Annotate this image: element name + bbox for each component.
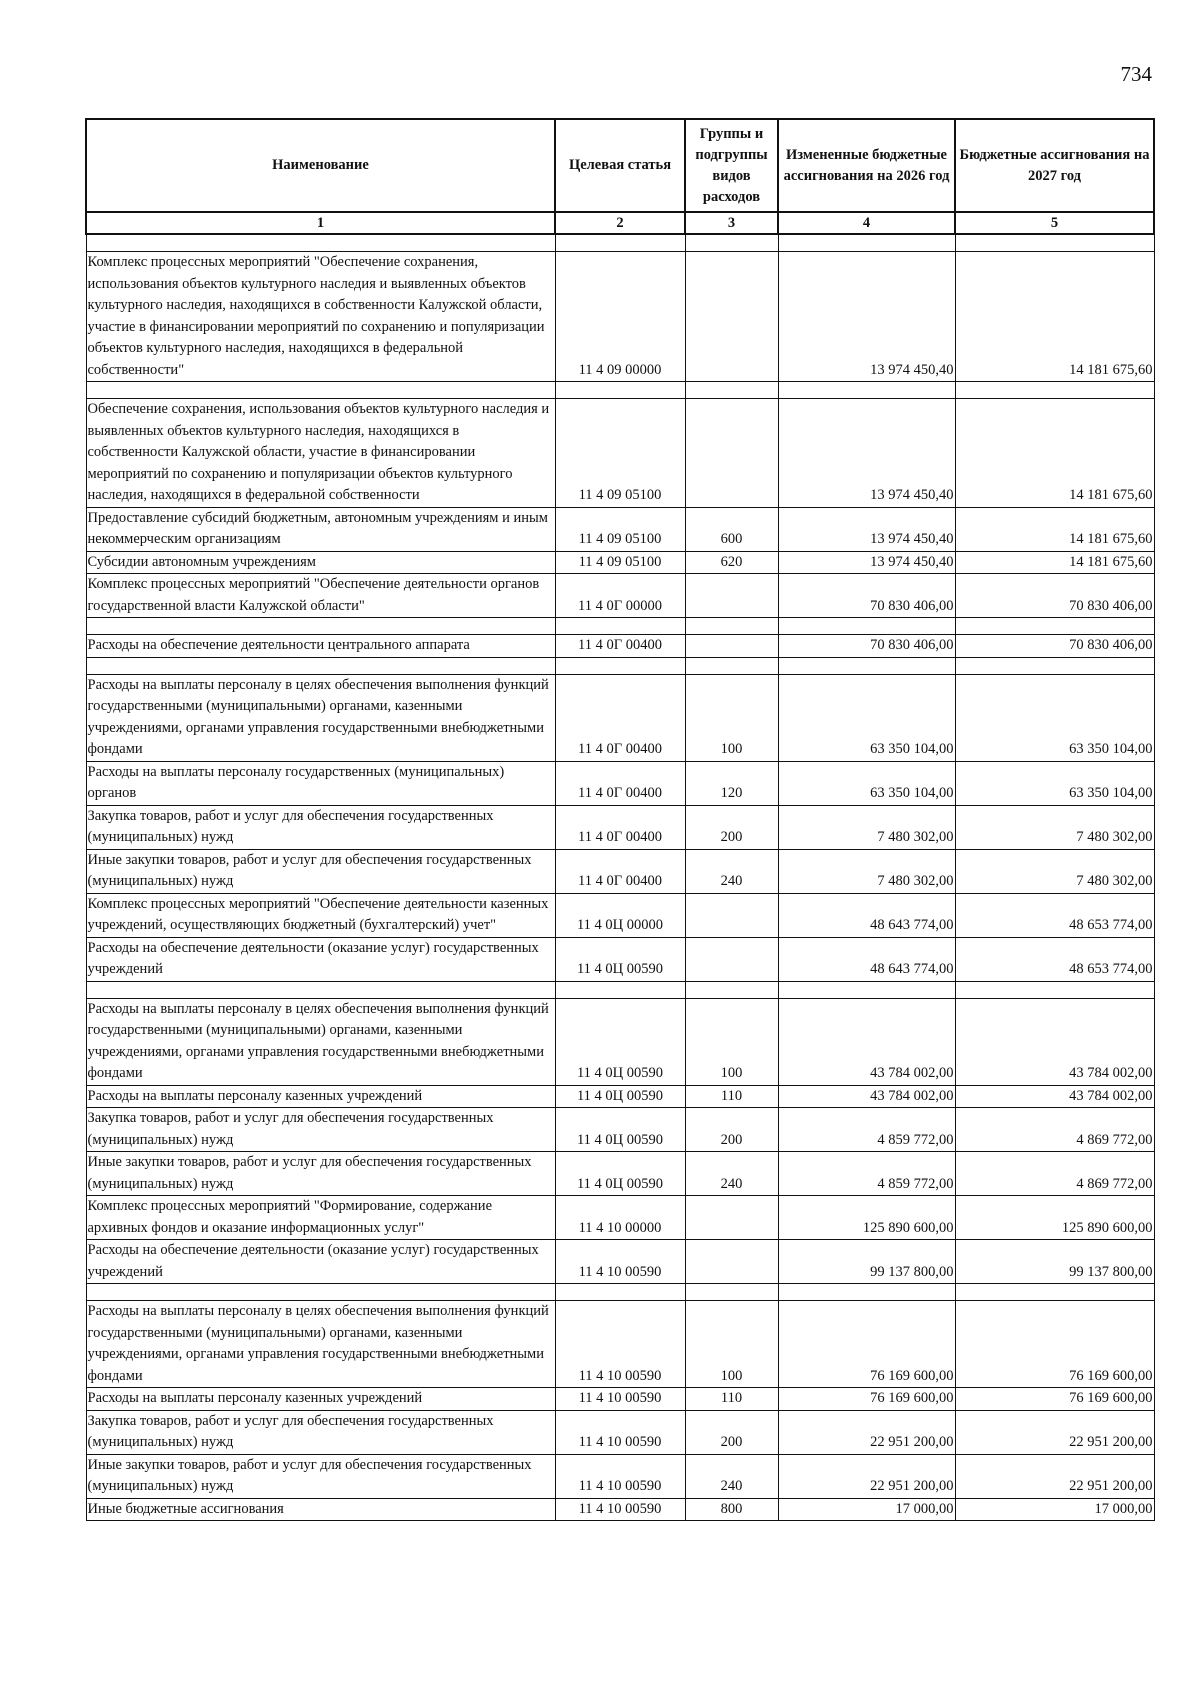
row-name-cell: Иные закупки товаров, работ и услуг для обеспечения государственных (муниципальных) нужд: [86, 1454, 555, 1498]
spacer-cell: [955, 234, 1154, 252]
spacer-cell: [685, 234, 778, 252]
row-target-article-cell: 11 4 09 05100: [555, 507, 685, 551]
table-row: [86, 849, 1154, 893]
spacer-cell: [778, 981, 955, 998]
header-row: [86, 119, 1154, 212]
row-amount-2026-cell: 7 480 302,00: [778, 805, 955, 849]
row-amount-2027-cell: 14 181 675,60: [955, 399, 1154, 508]
spacer-cell: [86, 618, 555, 635]
spacer-cell: [86, 657, 555, 674]
row-name-cell: Закупка товаров, работ и услуг для обеспечения государственных (муниципальных) нужд: [86, 1410, 555, 1454]
row-expense-group-cell: [685, 252, 778, 382]
spacer-cell: [555, 382, 685, 399]
table-row: [86, 1152, 1154, 1196]
row-amount-2026-cell: 48 643 774,00: [778, 937, 955, 981]
row-name-cell: Комплекс процессных мероприятий "Обеспечение деятельности органов государственной власти Калужской области": [86, 574, 555, 618]
row-target-article-cell: 11 4 0Г 00400: [555, 635, 685, 658]
row-target-article-cell: 11 4 0Ц 00590: [555, 998, 685, 1085]
spacer-cell: [955, 981, 1154, 998]
spacer-row: [86, 234, 1154, 252]
table-row: [86, 1301, 1154, 1388]
spacer-cell: [86, 382, 555, 399]
table-row: [86, 1196, 1154, 1240]
spacer-row: [86, 618, 1154, 635]
table-row: [86, 937, 1154, 981]
spacer-cell: [86, 234, 555, 252]
row-expense-group-cell: [685, 937, 778, 981]
header-expense-groups: Группы и подгруппы видов расходов: [685, 119, 778, 212]
row-amount-2027-cell: 48 653 774,00: [955, 893, 1154, 937]
spacer-cell: [86, 1284, 555, 1301]
row-amount-2027-cell: 99 137 800,00: [955, 1240, 1154, 1284]
column-numbers-row: [86, 212, 1154, 234]
row-expense-group-cell: 100: [685, 998, 778, 1085]
row-target-article-cell: 11 4 0Ц 00590: [555, 1152, 685, 1196]
row-expense-group-cell: [685, 635, 778, 658]
spacer-cell: [955, 618, 1154, 635]
row-target-article-cell: 11 4 0Ц 00000: [555, 893, 685, 937]
table-row: [86, 507, 1154, 551]
table-row: [86, 761, 1154, 805]
table-row: [86, 1240, 1154, 1284]
row-amount-2026-cell: 48 643 774,00: [778, 893, 955, 937]
spacer-cell: [555, 234, 685, 252]
row-expense-group-cell: 200: [685, 1108, 778, 1152]
spacer-row: [86, 382, 1154, 399]
table-row: [86, 998, 1154, 1085]
table-row: [86, 893, 1154, 937]
row-target-article-cell: 11 4 0Г 00000: [555, 574, 685, 618]
row-amount-2026-cell: 70 830 406,00: [778, 635, 955, 658]
row-amount-2026-cell: 43 784 002,00: [778, 1085, 955, 1108]
row-expense-group-cell: 240: [685, 849, 778, 893]
row-target-article-cell: 11 4 10 00590: [555, 1301, 685, 1388]
row-amount-2026-cell: 13 974 450,40: [778, 507, 955, 551]
table-row: [86, 399, 1154, 508]
row-target-article-cell: 11 4 0Г 00400: [555, 674, 685, 761]
row-amount-2026-cell: 17 000,00: [778, 1498, 955, 1521]
row-target-article-cell: 11 4 0Г 00400: [555, 849, 685, 893]
spacer-cell: [955, 1284, 1154, 1301]
row-amount-2027-cell: 7 480 302,00: [955, 849, 1154, 893]
row-amount-2027-cell: 76 169 600,00: [955, 1301, 1154, 1388]
row-amount-2027-cell: 125 890 600,00: [955, 1196, 1154, 1240]
table-row: [86, 1410, 1154, 1454]
row-name-cell: Иные бюджетные ассигнования: [86, 1498, 555, 1521]
row-amount-2027-cell: 48 653 774,00: [955, 937, 1154, 981]
spacer-cell: [685, 382, 778, 399]
column-number: 5: [955, 212, 1154, 234]
column-number: 3: [685, 212, 778, 234]
row-amount-2027-cell: 14 181 675,60: [955, 252, 1154, 382]
row-expense-group-cell: [685, 1196, 778, 1240]
row-amount-2026-cell: 22 951 200,00: [778, 1410, 955, 1454]
header-amount-2027: Бюджетные ассигнования на 2027 год: [955, 119, 1154, 212]
row-amount-2026-cell: 43 784 002,00: [778, 998, 955, 1085]
page-number: 734: [1120, 62, 1152, 86]
row-name-cell: Расходы на обеспечение деятельности (оказание услуг) государственных учреждений: [86, 937, 555, 981]
row-expense-group-cell: 100: [685, 674, 778, 761]
row-amount-2027-cell: 17 000,00: [955, 1498, 1154, 1521]
row-target-article-cell: 11 4 0Ц 00590: [555, 1085, 685, 1108]
row-expense-group-cell: [685, 893, 778, 937]
spacer-cell: [778, 618, 955, 635]
row-amount-2027-cell: 22 951 200,00: [955, 1410, 1154, 1454]
table-row: [86, 674, 1154, 761]
row-expense-group-cell: 100: [685, 1301, 778, 1388]
row-amount-2027-cell: 43 784 002,00: [955, 998, 1154, 1085]
spacer-cell: [778, 1284, 955, 1301]
column-number: 1: [86, 212, 555, 234]
row-amount-2027-cell: 22 951 200,00: [955, 1454, 1154, 1498]
row-expense-group-cell: 240: [685, 1454, 778, 1498]
row-expense-group-cell: 110: [685, 1085, 778, 1108]
row-name-cell: Расходы на выплаты персоналу в целях обеспечения выполнения функций государственными (муниципальными) органами, казенными учреждениями, органами управления государственными внебюджетными фондами: [86, 1301, 555, 1388]
row-name-cell: Комплекс процессных мероприятий "Формирование, содержание архивных фондов и оказание информационных услуг": [86, 1196, 555, 1240]
row-target-article-cell: 11 4 10 00590: [555, 1388, 685, 1411]
row-amount-2027-cell: 63 350 104,00: [955, 674, 1154, 761]
row-name-cell: Расходы на выплаты персоналу в целях обеспечения выполнения функций государственными (муниципальными) органами, казенными учреждениями, органами управления государственными внебюджетными фондами: [86, 674, 555, 761]
row-amount-2027-cell: 76 169 600,00: [955, 1388, 1154, 1411]
row-target-article-cell: 11 4 10 00590: [555, 1498, 685, 1521]
row-expense-group-cell: 110: [685, 1388, 778, 1411]
row-target-article-cell: 11 4 0Г 00400: [555, 805, 685, 849]
column-number: 2: [555, 212, 685, 234]
row-amount-2027-cell: 4 869 772,00: [955, 1152, 1154, 1196]
spacer-cell: [86, 981, 555, 998]
row-amount-2026-cell: 76 169 600,00: [778, 1301, 955, 1388]
row-target-article-cell: 11 4 10 00590: [555, 1454, 685, 1498]
spacer-cell: [685, 657, 778, 674]
row-name-cell: Субсидии автономным учреждениям: [86, 551, 555, 574]
spacer-cell: [555, 618, 685, 635]
table-row: [86, 551, 1154, 574]
row-expense-group-cell: 800: [685, 1498, 778, 1521]
row-name-cell: Закупка товаров, работ и услуг для обеспечения государственных (муниципальных) нужд: [86, 805, 555, 849]
row-expense-group-cell: 620: [685, 551, 778, 574]
table-body: [86, 234, 1154, 1521]
row-amount-2026-cell: 76 169 600,00: [778, 1388, 955, 1411]
spacer-cell: [555, 657, 685, 674]
row-expense-group-cell: [685, 574, 778, 618]
row-target-article-cell: 11 4 10 00590: [555, 1410, 685, 1454]
table-row: [86, 574, 1154, 618]
row-target-article-cell: 11 4 09 00000: [555, 252, 685, 382]
row-expense-group-cell: 120: [685, 761, 778, 805]
row-expense-group-cell: 200: [685, 1410, 778, 1454]
table-row: [86, 252, 1154, 382]
row-name-cell: Расходы на обеспечение деятельности центрального аппарата: [86, 635, 555, 658]
spacer-cell: [778, 234, 955, 252]
row-name-cell: Расходы на обеспечение деятельности (оказание услуг) государственных учреждений: [86, 1240, 555, 1284]
spacer-cell: [955, 382, 1154, 399]
table-row: [86, 805, 1154, 849]
row-amount-2027-cell: 7 480 302,00: [955, 805, 1154, 849]
row-amount-2027-cell: 63 350 104,00: [955, 761, 1154, 805]
row-amount-2026-cell: 7 480 302,00: [778, 849, 955, 893]
spacer-row: [86, 657, 1154, 674]
table-row: [86, 635, 1154, 658]
row-amount-2027-cell: 4 869 772,00: [955, 1108, 1154, 1152]
row-amount-2027-cell: 14 181 675,60: [955, 551, 1154, 574]
row-expense-group-cell: [685, 1240, 778, 1284]
header-amount-2026: Измененные бюджетные ассигнования на 2026 год: [778, 119, 955, 212]
table-row: [86, 1085, 1154, 1108]
row-name-cell: Обеспечение сохранения, использования объектов культурного наследия и выявленных объектов культурного наследия, находящихся в собственности Калужской области, участие в финансировании мероприятий по сохранению и популяризации объектов культурного наследия, находящихся в федеральной собственности: [86, 399, 555, 508]
spacer-row: [86, 981, 1154, 998]
spacer-cell: [555, 981, 685, 998]
row-amount-2027-cell: 70 830 406,00: [955, 574, 1154, 618]
row-name-cell: Расходы на выплаты персоналу казенных учреждений: [86, 1388, 555, 1411]
row-target-article-cell: 11 4 0Г 00400: [555, 761, 685, 805]
row-name-cell: Предоставление субсидий бюджетным, автономным учреждениям и иным некоммерческим организациям: [86, 507, 555, 551]
spacer-cell: [955, 657, 1154, 674]
row-name-cell: Комплекс процессных мероприятий "Обеспечение деятельности казенных учреждений, осуществляющих бюджетный (бухгалтерский) учет": [86, 893, 555, 937]
row-amount-2026-cell: 4 859 772,00: [778, 1108, 955, 1152]
row-name-cell: Иные закупки товаров, работ и услуг для обеспечения государственных (муниципальных) нужд: [86, 1152, 555, 1196]
row-expense-group-cell: 600: [685, 507, 778, 551]
row-name-cell: Комплекс процессных мероприятий "Обеспечение сохранения, использования объектов культурного наследия и выявленных объектов культурного наследия, находящихся в собственности Калужской области, участие в финансировании мероприятий по сохранению и популяризации объектов культурного наследия, находящихся в федеральной собственности": [86, 252, 555, 382]
row-name-cell: Иные закупки товаров, работ и услуг для обеспечения государственных (муниципальных) нужд: [86, 849, 555, 893]
row-name-cell: Расходы на выплаты персоналу в целях обеспечения выполнения функций государственными (муниципальными) органами, казенными учреждениями, органами управления государственными внебюджетными фондами: [86, 998, 555, 1085]
row-target-article-cell: 11 4 0Ц 00590: [555, 937, 685, 981]
table-row: [86, 1108, 1154, 1152]
row-amount-2026-cell: 13 974 450,40: [778, 399, 955, 508]
column-number: 4: [778, 212, 955, 234]
row-expense-group-cell: 240: [685, 1152, 778, 1196]
row-amount-2026-cell: 22 951 200,00: [778, 1454, 955, 1498]
spacer-cell: [778, 657, 955, 674]
row-amount-2027-cell: 14 181 675,60: [955, 507, 1154, 551]
row-expense-group-cell: [685, 399, 778, 508]
table-row: [86, 1498, 1154, 1521]
table-row: [86, 1388, 1154, 1411]
row-name-cell: Расходы на выплаты персоналу государственных (муниципальных) органов: [86, 761, 555, 805]
row-target-article-cell: 11 4 10 00590: [555, 1240, 685, 1284]
row-expense-group-cell: 200: [685, 805, 778, 849]
row-target-article-cell: 11 4 09 05100: [555, 399, 685, 508]
budget-table: [85, 118, 1155, 1521]
row-amount-2026-cell: 4 859 772,00: [778, 1152, 955, 1196]
spacer-cell: [778, 382, 955, 399]
header-name: Наименование: [86, 119, 555, 212]
row-target-article-cell: 11 4 09 05100: [555, 551, 685, 574]
row-amount-2026-cell: 63 350 104,00: [778, 761, 955, 805]
row-amount-2026-cell: 63 350 104,00: [778, 674, 955, 761]
row-target-article-cell: 11 4 0Ц 00590: [555, 1108, 685, 1152]
row-name-cell: Расходы на выплаты персоналу казенных учреждений: [86, 1085, 555, 1108]
spacer-cell: [685, 618, 778, 635]
row-amount-2026-cell: 70 830 406,00: [778, 574, 955, 618]
row-amount-2026-cell: 99 137 800,00: [778, 1240, 955, 1284]
row-amount-2027-cell: 70 830 406,00: [955, 635, 1154, 658]
spacer-cell: [555, 1284, 685, 1301]
spacer-cell: [685, 981, 778, 998]
spacer-cell: [685, 1284, 778, 1301]
row-target-article-cell: 11 4 10 00000: [555, 1196, 685, 1240]
row-amount-2027-cell: 43 784 002,00: [955, 1085, 1154, 1108]
row-amount-2026-cell: 13 974 450,40: [778, 252, 955, 382]
row-amount-2026-cell: 125 890 600,00: [778, 1196, 955, 1240]
row-amount-2026-cell: 13 974 450,40: [778, 551, 955, 574]
row-name-cell: Закупка товаров, работ и услуг для обеспечения государственных (муниципальных) нужд: [86, 1108, 555, 1152]
table-row: [86, 1454, 1154, 1498]
spacer-row: [86, 1284, 1154, 1301]
header-target-article: Целевая статья: [555, 119, 685, 212]
